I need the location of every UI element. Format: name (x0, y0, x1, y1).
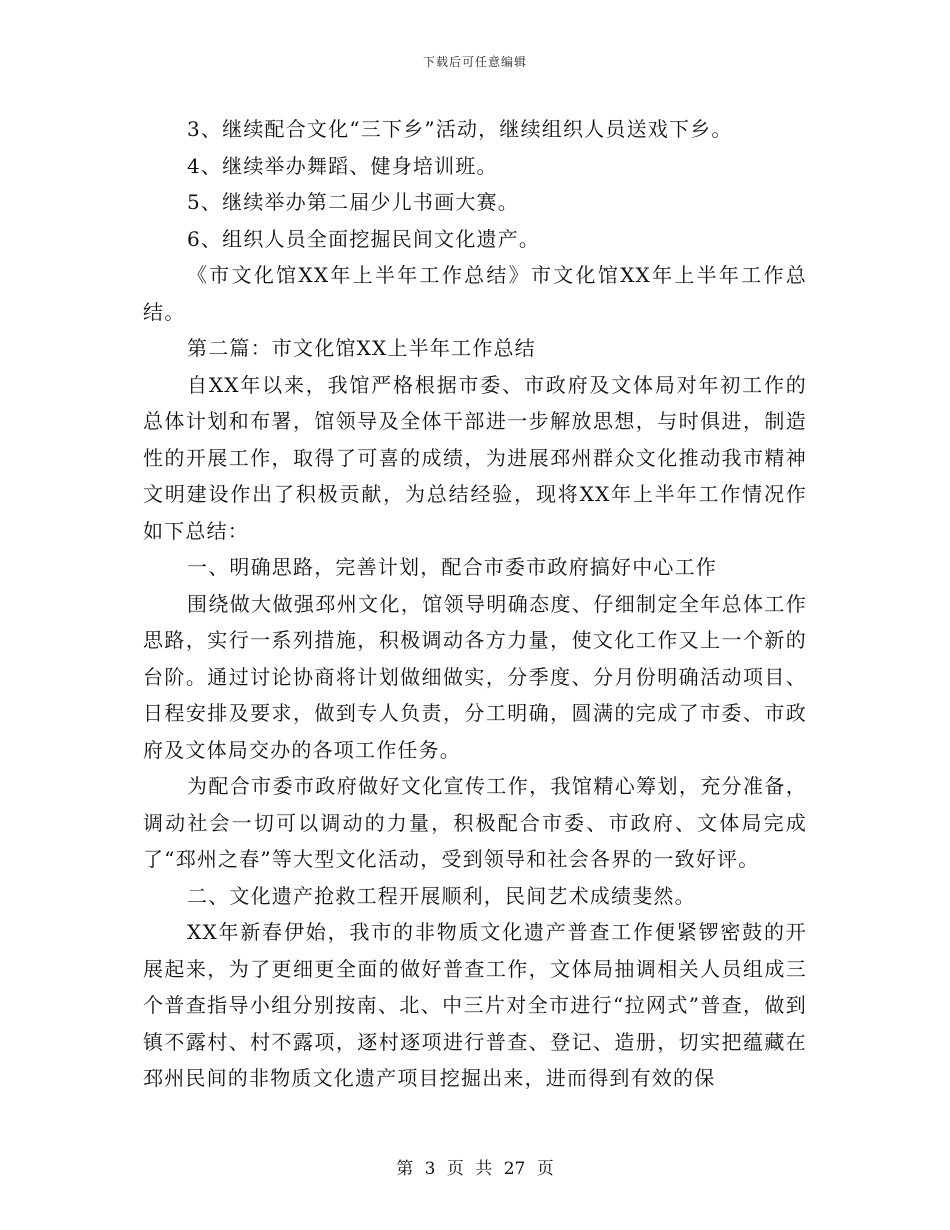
paragraph-item-3: 3、继续配合文化“三下乡”活动，继续组织人员送戏下乡。 (187, 117, 733, 141)
paragraph-heritage-survey: XX年新春伊始，我市的非物质文化遗产普查工作便紧锣密鼓的开展起来，为了更细更全面的做好普查工作，文体局抽调相关人员组成三个普查指导小组分别按南、北、中三片对全市进行“拉网式”普查，做到镇不露村、村不露项，逐村逐项进行普查、登记、造册，切实把蕴藏在邳州民间的非物质文化遗产项目挖掘出来，进而得到有效的保 (143, 920, 807, 1090)
paragraph-intro: 自XX年以来，我馆严格根据市委、市政府及文体局对年初工作的总体计划和布署，馆领导及全体干部进一步解放思想，与时俱进，制造性的开展工作，取得了可喜的成绩，为进展邳州群众文化推动我市精神文明建设作出了积极贡献，为总结经验，现将XX年上半年工作情况作如下总结： (143, 372, 807, 543)
paragraph-publicity: 为配合市委市政府做好文化宣传工作，我馆精心筹划，充分准备，调动社会一切可以调动的力量，积极配合市委、市政府、文体局完成了“邳州之春”等大型文化活动，受到领导和社会各界的一致好评。 (143, 774, 807, 871)
section-heading-part-two: 第二篇：市文化馆XX上半年工作总结 (187, 336, 536, 360)
document-body (143, 111, 807, 1097)
page-header-note: 下载后可任意编辑 (422, 55, 527, 69)
paragraph-item-6: 6、组织人员全面挖掘民间文化遗产。 (187, 226, 541, 251)
section-heading-one: 一、明确思路，完善计划，配合市委市政府搞好中心工作 (187, 555, 717, 579)
section-heading-two: 二、文化遗产抢救工程开展顺利，民间艺术成绩斐然。 (187, 883, 696, 908)
paragraph-planning: 围绕做大做强邳州文化，馆领导明确态度、仔细制定全年总体工作思路，实行一系列措施，积极调动各方力量，使文化工作又上一个新的台阶。通过讨论协商将计划做细做实，分季度、分月份明确活动项目、日程安排及要求，做到专人负责，分工明确，圆满的完成了市委、市政府及文体局交办的各项工作任务。 (143, 591, 807, 762)
paragraph-item-4: 4、继续举办舞蹈、健身培训班。 (187, 153, 498, 178)
paragraph-title-reference: 《市文化馆XX年上半年工作总结》市文化馆XX年上半年工作总结。 (143, 263, 807, 324)
paragraph-item-5: 5、继续举办第二届少儿书画大赛。 (187, 190, 519, 214)
page-number: 第 3 页 共 27 页 (396, 1159, 554, 1179)
